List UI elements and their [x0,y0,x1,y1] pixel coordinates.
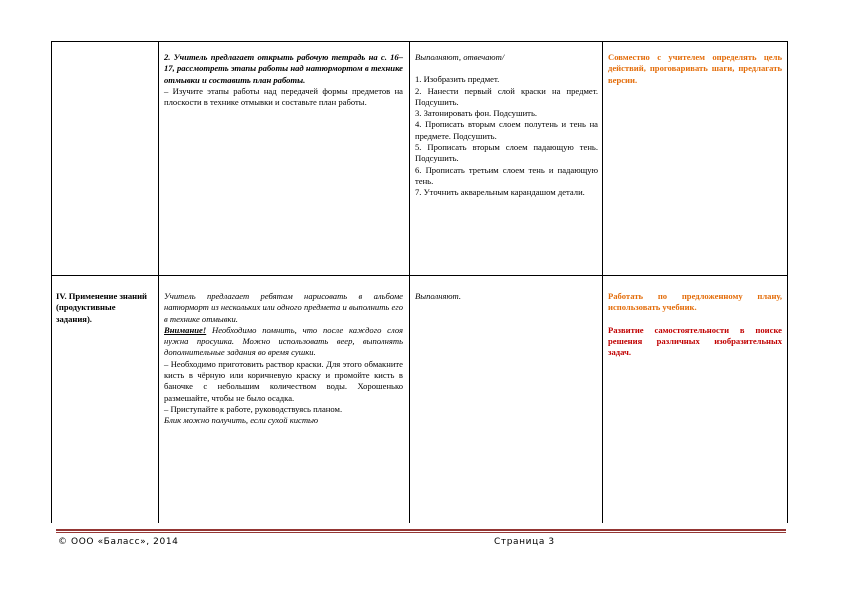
footer-page-number: Страница 3 [494,537,555,547]
plan-step-4: 4. Прописать вторым слоем полутень и тень на предмете. Подсушить. [415,119,598,141]
row2-teacher-instruction: Учитель предлагает ребятам нарисовать в альбоме натюрморт из нескольких или одного предмета и выполнить его в технике отмывки. [164,291,403,324]
row2-uud-cell [608,291,782,358]
row2-uud-text-1: Работать по предложенному плану, использовать учебник. [608,291,782,313]
row2-teacher-tail: Блик можно получить, если сухой кистью [164,415,319,426]
row1-uud-text: Совместно с учителем определять цель действий, проговаривать шаги, предлагать версии. [608,52,782,85]
attention-label: Внимание! [164,324,207,335]
row2-teacher-cell [164,291,403,427]
row1-uud-cell [608,52,782,86]
footer-rule [56,529,786,531]
row2-teacher-speech-1: – Необходимо приготовить раствор краски. Для этого обмакните кисть в чёрную или коричневую краску и промойте кисть в баночке с небольшим количеством воды. Хорошенько размешайте, чтобы не было осадка. [164,358,403,403]
plan-step-6: 6. Прописать третьим слоем тень и падающую тень. [415,164,598,186]
footer-copyright: © ООО «Баласс», 2014 [58,537,179,547]
row1-students-lead: Выполняют, отвечают/ [415,52,505,62]
row1-teacher-cell [164,52,403,108]
plan-step-2: 2. Нанести первый слой краски на предмет. Подсушить. [415,85,598,107]
footer-rule-thin [56,532,786,533]
row2-stage-cell [56,291,152,325]
attention-text: Необходимо помнить, что после каждого слоя нужна просушка. Можно использовать веер, выполнять дополнительные задания во время сушки. [164,324,403,358]
plan-step-7: 7. Уточнить акварельным карандашом детали. [415,187,585,198]
row2-uud-text-2: Развитие самостоятельности в поиске решения различных изобразительных задач. [608,324,782,358]
row2-students-cell [415,291,598,302]
row2-students-lead: Выполняют. [415,291,461,301]
row1-students-cell [415,52,598,199]
plan-step-1: 1. Изобразить предмет. [415,74,500,85]
row1-step-number: 2. [164,52,171,62]
stage-title: IV. Применение знаний (продуктивные задания). [56,291,148,324]
plan-step-3: 3. Затонировать фон. Подсушить. [415,108,538,119]
row2-teacher-speech-2: – Приступайте к работе, руководствуясь планом. [164,403,343,414]
row1-teacher-instruction: Учитель предлагает открыть рабочую тетрадь на с. 16–17, рассмотреть этапы работы над натюрмортом в технике отмывки и составить план работы. [164,52,403,85]
plan-step-5: 5. Прописать вторым слоем падающую тень. Подсушить. [415,142,598,164]
row1-teacher-speech: – Изучите этапы работы над передачей формы предметов на плоскости в технике отмывки и составьте план работы. [164,85,403,108]
